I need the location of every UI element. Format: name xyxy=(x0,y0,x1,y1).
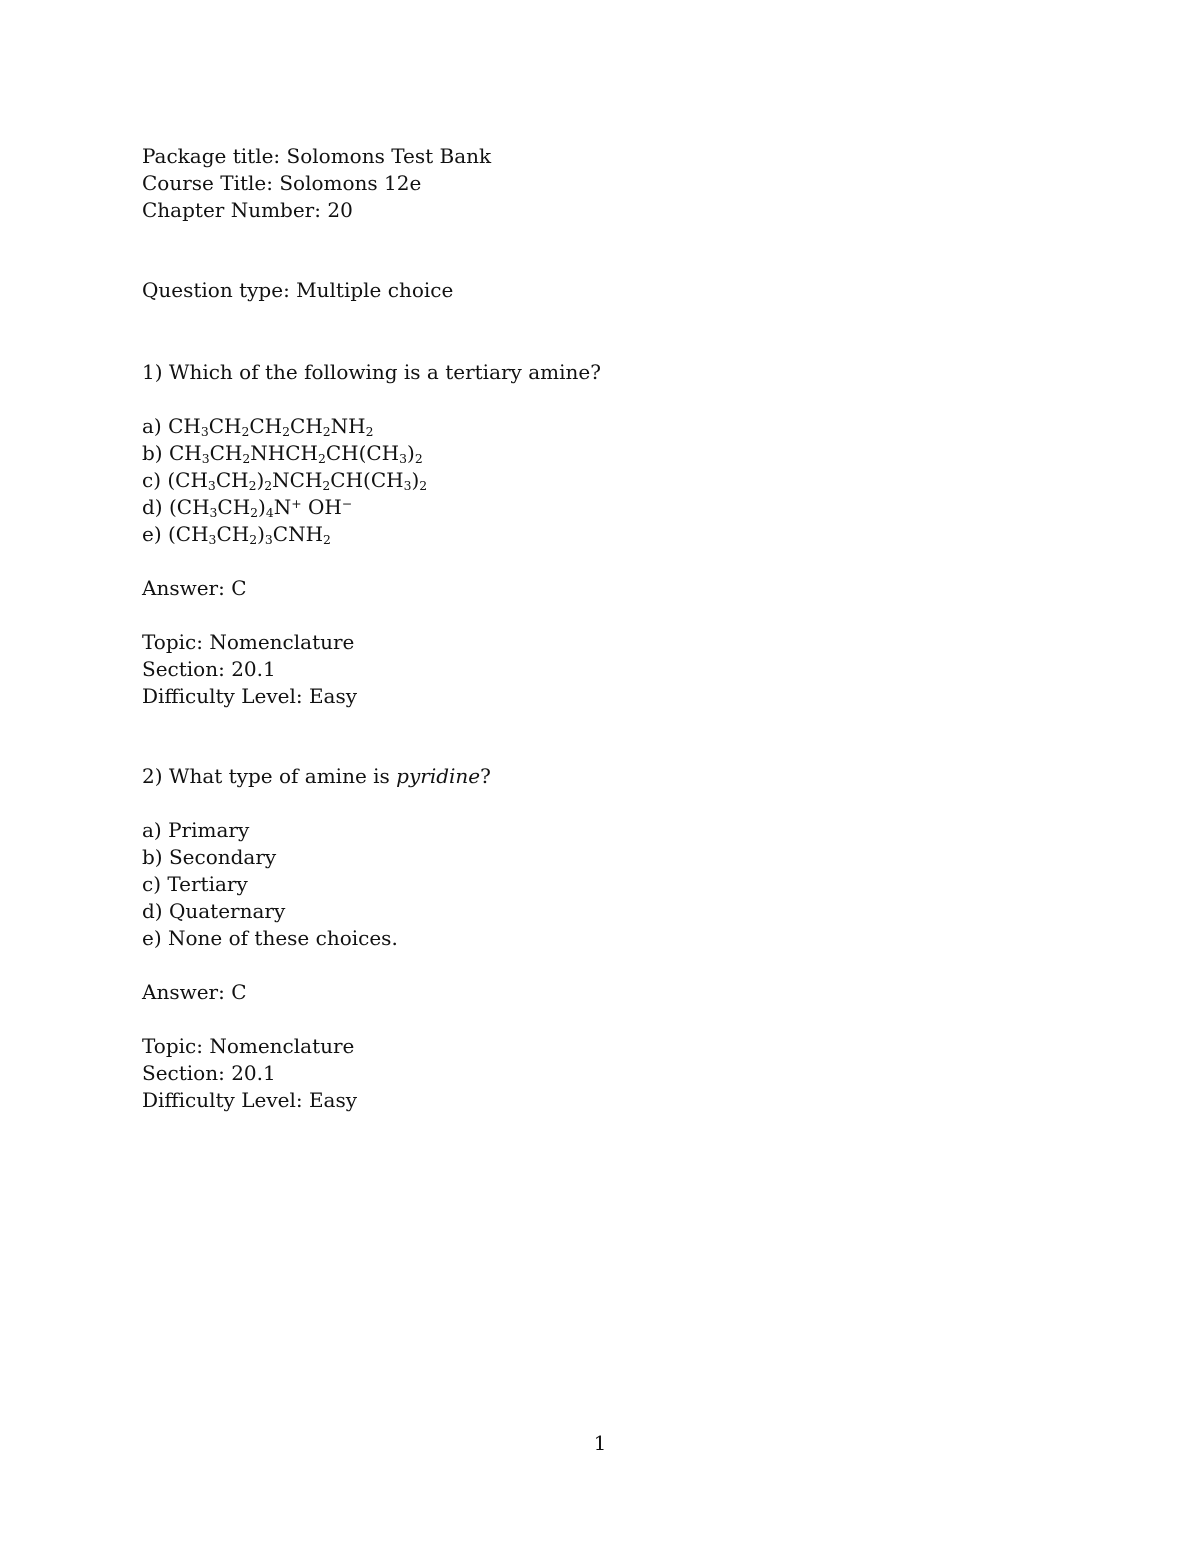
answer: Answer: C xyxy=(142,576,247,600)
answer: Answer: C xyxy=(142,980,247,1004)
question-number: 1) xyxy=(142,360,163,384)
choice-e xyxy=(142,925,1042,952)
choice-label: b) xyxy=(142,845,163,869)
choice-d xyxy=(142,494,1042,521)
chapter-number: Chapter Number: 20 xyxy=(142,198,353,222)
question-1 xyxy=(142,359,1042,710)
spacer xyxy=(142,1006,1042,1033)
choice-formula: $(CH_3CH_2)_3CNH_2$ xyxy=(168,522,331,548)
question-text: What type of amine is xyxy=(168,764,397,788)
choice-formula: $(CH_3CH_2)_4N^+$ OH− xyxy=(168,495,353,521)
topic: Topic: Nomenclature xyxy=(142,1034,355,1058)
question-number: 2) xyxy=(142,764,163,788)
difficulty-level: Difficulty Level: Easy xyxy=(142,1088,358,1112)
spacer xyxy=(142,304,1042,359)
package-title: Package title: Solomons Test Bank xyxy=(142,144,492,168)
question-2-text xyxy=(142,763,1042,790)
choice-b xyxy=(142,440,1042,467)
spacer xyxy=(142,790,1042,817)
choice-label: a) xyxy=(142,414,162,438)
spacer xyxy=(142,224,1042,277)
course-title: Course Title: Solomons 12e xyxy=(142,171,422,195)
choice-text: Secondary xyxy=(168,845,277,869)
choice-label: e) xyxy=(142,522,162,546)
choice-label: e) xyxy=(142,926,162,950)
question-text: Which of the following is a tertiary amine? xyxy=(168,360,601,384)
choice-e xyxy=(142,521,1042,548)
choice-c xyxy=(142,871,1042,898)
choice-label: d) xyxy=(142,899,163,923)
document-body xyxy=(142,143,1042,1114)
topic: Topic: Nomenclature xyxy=(142,630,355,654)
question-text-end: ? xyxy=(480,764,491,788)
section: Section: 20.1 xyxy=(142,657,276,681)
choice-label: c) xyxy=(142,468,162,492)
choice-text: Quaternary xyxy=(168,899,286,923)
choice-a xyxy=(142,817,1042,844)
section: Section: 20.1 xyxy=(142,1061,276,1085)
choice-label: b) xyxy=(142,441,163,465)
choice-b xyxy=(142,844,1042,871)
choice-formula: $CH_3CH_2NHCH_2CH(CH_3)_2$ xyxy=(168,441,423,467)
choice-a xyxy=(142,413,1042,440)
spacer xyxy=(142,548,1042,575)
spacer xyxy=(142,386,1042,413)
question-2 xyxy=(142,763,1042,1114)
spacer xyxy=(142,710,1042,763)
page-number: 1 xyxy=(593,1431,607,1455)
choice-text: None of these choices. xyxy=(168,926,398,950)
choice-d xyxy=(142,898,1042,925)
question-text-italic: pyridine xyxy=(396,764,481,788)
choice-c xyxy=(142,467,1042,494)
choice-formula: $CH_3CH_2CH_2CH_2NH_2$ xyxy=(168,414,374,440)
difficulty-level: Difficulty Level: Easy xyxy=(142,684,358,708)
choice-label: c) xyxy=(142,872,162,896)
choice-label: d) xyxy=(142,495,163,519)
question-type: Question type: Multiple choice xyxy=(142,278,454,302)
spacer xyxy=(142,952,1042,979)
choice-text: Primary xyxy=(168,818,250,842)
spacer xyxy=(142,602,1042,629)
choice-text: Tertiary xyxy=(167,872,248,896)
choice-formula: $(CH_3CH_2)_2NCH_2CH(CH_3)_2$ xyxy=(167,468,428,494)
question-1-text xyxy=(142,359,1042,386)
choice-label: a) xyxy=(142,818,162,842)
